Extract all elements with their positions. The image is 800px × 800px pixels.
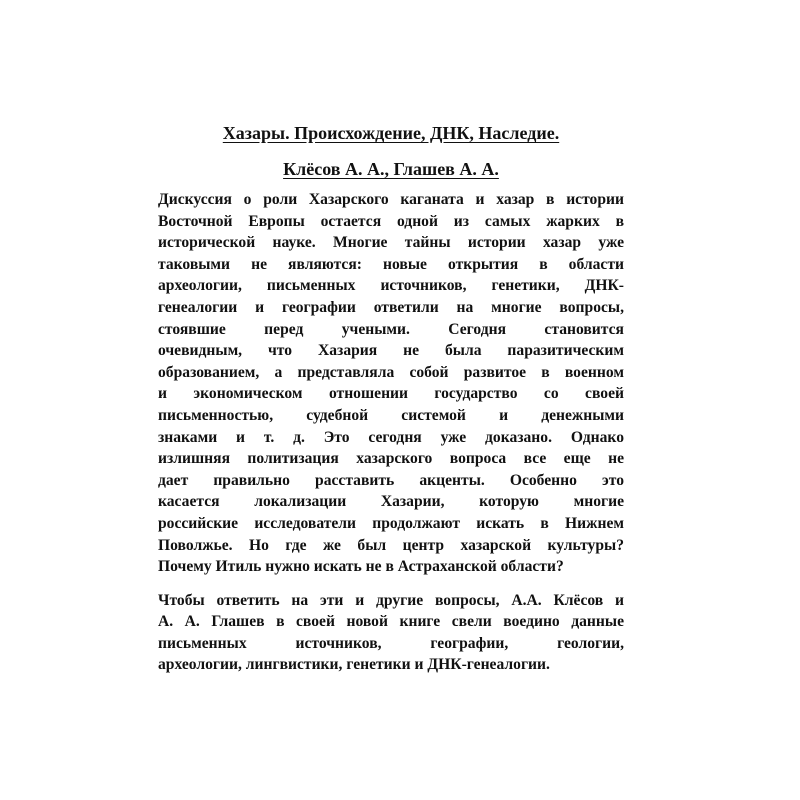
paragraph-1-line: излишняя политизация хазарского вопроса все еще не [158,450,624,468]
paragraph-1-line: образованием, а представляла собой развитое в военном [158,363,624,381]
document-title: Хазары. Происхождение, ДНК, Наследие. [222,123,560,143]
paragraph-1-line: письменностью, судебной системой и денежными [158,406,624,424]
paragraph-1-line: Дискуссия о роли Хазарского каганата и хазар в истории [158,191,624,208]
paragraph-1-line: таковыми не являются: новые открытия в области [158,255,624,273]
paragraph-2-line: письменных источников, географии, геологии, [158,634,624,652]
paragraph-2-line: археологии, лингвистики, генетики и ДНК-генеалогии. [158,656,550,674]
paragraph-2-line: Чтобы ответить на эти и другие вопросы, А.А. Клёсов и [158,591,624,609]
paragraph-1-line: исторической науке. Многие тайны истории хазар уже [158,234,624,252]
paragraph-1 [158,189,624,578]
paragraph-1-line: Поволжье. Но где же был центр хазарской культуры? [158,536,624,554]
paragraph-1-line: Почему Итиль нужно искать не в Астраханской области? [158,558,564,576]
paragraph-1-line: дает правильно расставить акценты. Особенно это [158,471,624,489]
paragraph-2-line: А. А. Глашев в своей новой книге свели воедино данные [158,613,624,631]
paragraph-1-line: Восточной Европы остается одной из самых жарких в [158,212,624,230]
paragraph-1-line: стоявшие перед учеными. Сегодня становится [158,320,624,338]
document-authors: Клёсов А. А., Глашев А. А. [283,159,499,179]
paragraph-1-line: археологии, письменных источников, генетики, ДНК- [158,277,624,295]
paragraph-1-line: знаками и т. д. Это сегодня уже доказано. Однако [158,428,624,446]
paragraph-1-line: очевидным, что Хазария не была паразитическим [158,342,624,360]
paragraph-1-line: российские исследователи продолжают искать в Нижнем [158,514,624,532]
document-page [158,122,624,676]
paragraph-2 [158,590,624,676]
paragraph-1-line: касается локализации Хазарии, которую многие [158,493,624,511]
paragraph-1-line: и экономическом отношении государство со своей [158,385,624,403]
paragraph-1-line: генеалогии и географии ответили на многие вопросы, [158,298,624,316]
